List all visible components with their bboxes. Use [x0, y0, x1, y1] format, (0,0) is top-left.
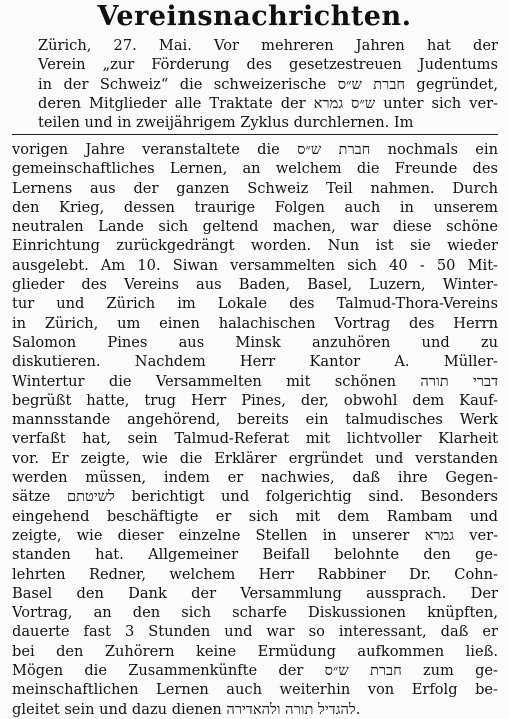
article-line: begrüßt hatte, trug Herr Pines, der, obwohl dem Kauf- [12, 391, 498, 409]
article-line: Lernens aus der ganzen Schweiz Teil nahmen. Durch [12, 179, 498, 197]
article-line: vor. Er zeigte, wie die Erklärer ergründet und verstanden [12, 449, 498, 467]
article-line: Mögen die Zusammenkünfte der חברת ש״ס zum ge- [12, 662, 498, 680]
article-line: gemeinschaftliches Lernen, an welchem die Freunde des [12, 160, 498, 178]
article-line: werden müssen, indem er nachwies, daß ihre Gegen- [12, 469, 498, 487]
main-paragraph [12, 140, 498, 719]
article-line: gleitet sein und dazu dienen להגדיל תורה ולהאדירה. [12, 700, 361, 718]
intro-line: deren Mitglieder alle Traktate der ש״ס גמרא unter sich ver- [38, 94, 498, 112]
intro-line: teilen und in zweijährigem Zyklus durchlernen. Im [38, 114, 414, 132]
intro-line: in der Schweiz“ die schweizerische חברת ש״ס gegründet, [38, 75, 498, 93]
article-line: ausgelebt. Am 10. Siwan versammelten sich 40 - 50 Mit- [12, 256, 498, 274]
article-line: vorigen Jahre veranstaltete die חברת ש״ס nochmals ein [12, 141, 498, 158]
article-line: den Krieg, dessen traurige Folgen auch in unserem [12, 198, 498, 216]
article-line: dauerte fast 3 Stunden und war so interessant, daß er [12, 623, 498, 641]
article-line: Wintertur die Versammelten mit schönen דברי תורה [12, 372, 498, 390]
article-line: in Zürich, um einen halachischen Vortrag des Herrn [12, 314, 498, 332]
article-line: lehrten Redner, welchem Herr Rabbiner Dr. Cohn- [12, 565, 498, 583]
article-line: glieder des Vereins aus Baden, Basel, Luzern, Winter- [12, 276, 498, 294]
article-line: Salomon Pines aus Minsk anzuhören und zu [12, 333, 498, 351]
intro-line: Zürich, 27. Mai. Vor mehreren Jahren hat der [38, 37, 498, 54]
article-line: neutralen Lande sich geltend machen, war diese schöne [12, 218, 498, 236]
article-line: diskutieren. Nachdem Herr Kantor A. Müller- [12, 353, 498, 371]
article-line: Vortrag, an den sich scharfe Diskussionen knüpften, [12, 604, 498, 622]
article-line: eingehend beschäftigte er sich mit dem Rambam und [12, 507, 498, 525]
article-line: tur und Zürich im Lokale des Talmud-Thora-Vereins [12, 295, 498, 313]
article-line: meinschaftlichen Lernen auch weiterhin von Erfolg be- [12, 681, 498, 699]
article-headline: Vereinsnachrichten. [97, 1, 412, 32]
intro-paragraph [12, 36, 498, 132]
article-line: zeigte, wie dieser einzelne Stellen in unserer גמרא ver- [12, 526, 498, 544]
article-line: Basel den Dank der Versammlung aussprach. Der [12, 584, 498, 602]
article-line: mannsstande angehörend, bereits ein talmudisches Werk [12, 411, 498, 429]
article-line: verfaßt hat, sein Talmud-Referat mit lichtvoller Klarheit [12, 430, 498, 448]
column-rule [12, 134, 498, 135]
article-line: bei den Zuhörern keine Ermüdung aufkommen ließ. [12, 642, 498, 660]
article-line: Einrichtung zurückgedrängt worden. Nun ist sie wieder [12, 237, 498, 255]
article-line: sätze לשיטתם berichtigt und folgerichtig sind. Besonders [12, 488, 498, 506]
article-line: standen hat. Allgemeiner Beifall belohnte den ge- [12, 546, 498, 564]
intro-line: Verein „zur Förderung des gesetzestreuen Judentums [38, 56, 498, 74]
